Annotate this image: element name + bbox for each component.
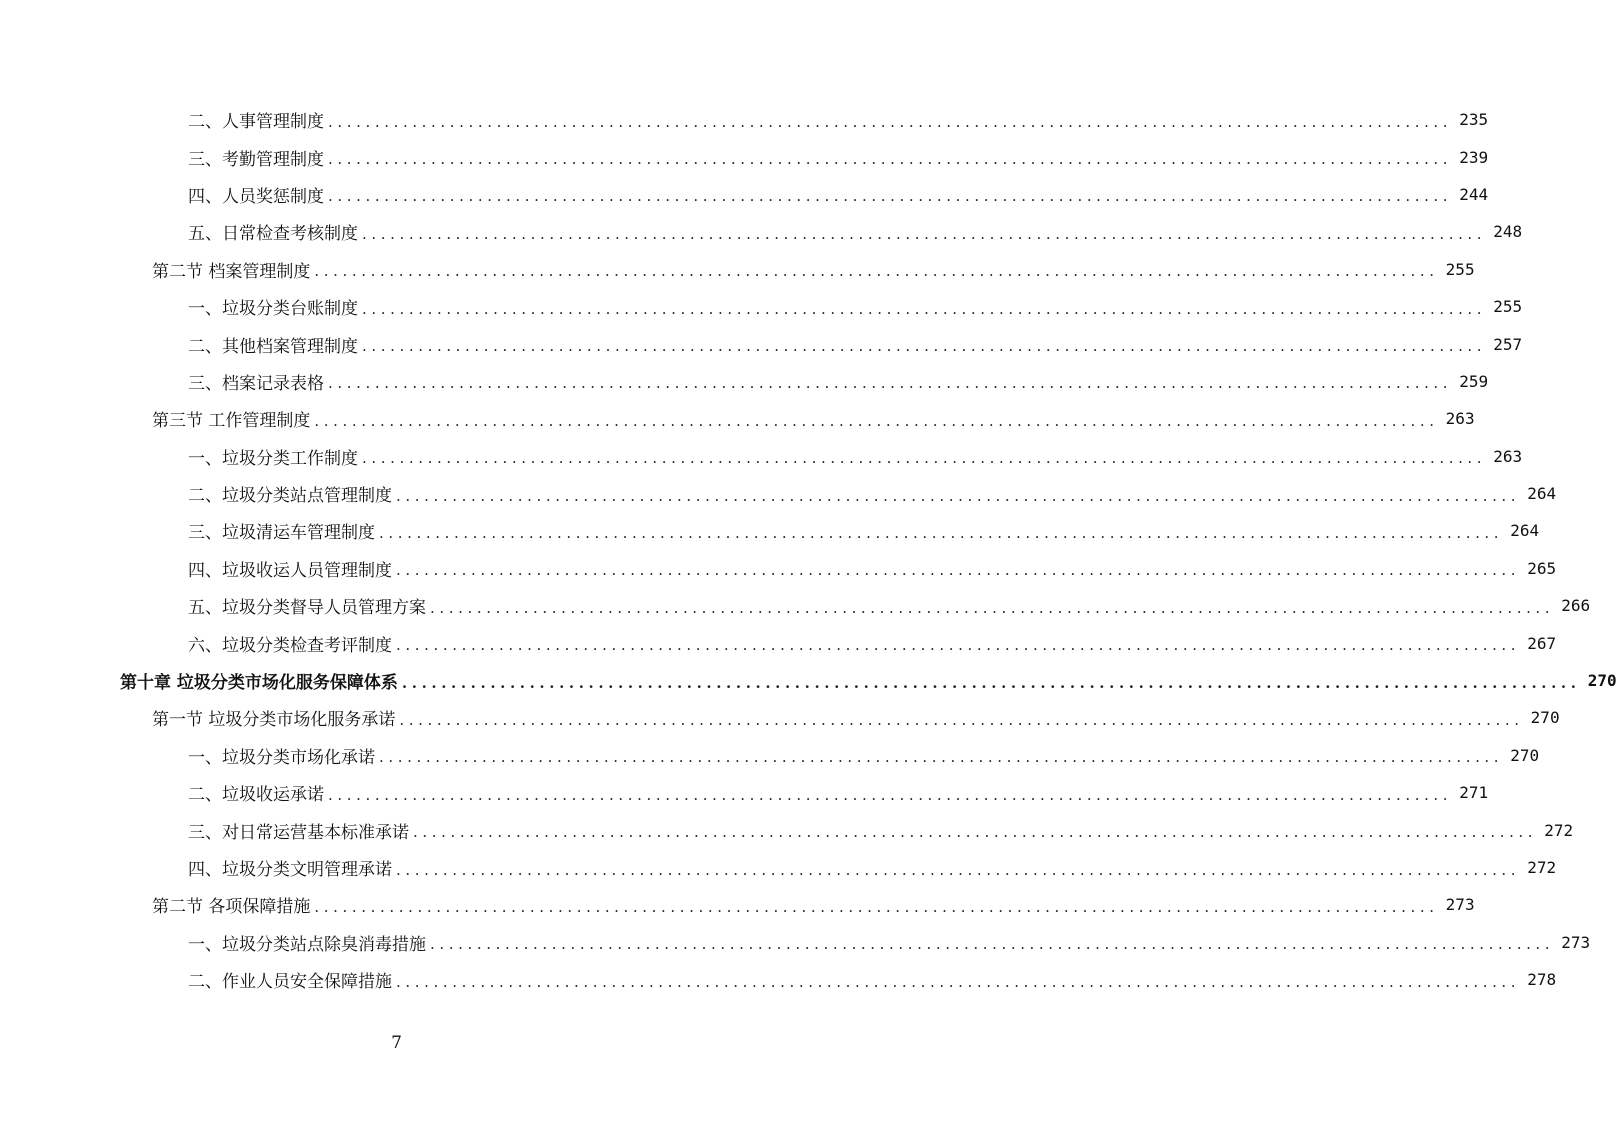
toc-entry-section[interactable] (0, 400, 1475, 437)
toc-entry-page: 263 (1493, 446, 1523, 466)
toc-entry-title: 第十章 垃圾分类市场化服务保障体系 (120, 668, 402, 693)
toc-entry-title: 六、垃圾分类检查考评制度 (188, 631, 396, 656)
toc-entry-page: 235 (1459, 110, 1489, 130)
toc-entry-title: 三、考勤管理制度 (188, 145, 328, 170)
toc-entry-item[interactable] (0, 737, 1540, 774)
toc-entry-item[interactable] (0, 811, 1574, 848)
toc-entry-page: 255 (1493, 297, 1523, 317)
dot-leader: ........................................................................................................................ (362, 299, 1487, 318)
toc-entry-page: 255 (1445, 259, 1475, 279)
toc-entry-page: 272 (1527, 858, 1557, 877)
toc-entry-item[interactable] (0, 438, 1523, 475)
toc-entry-page: 257 (1493, 334, 1523, 354)
toc-entry-title: 第二节 各项保障措施 (152, 892, 314, 917)
toc-entry-page: 265 (1527, 558, 1557, 578)
dot-leader: ........................................................................................................................ (314, 411, 1439, 430)
dot-leader: ........................................................................................................................ (328, 112, 1453, 131)
toc-entry-page: 264 (1527, 484, 1557, 504)
toc-entry-title: 二、人事管理制度 (188, 107, 328, 132)
dot-leader: ........................................................................................................................ (396, 860, 1521, 879)
toc-entry-page: 239 (1459, 147, 1489, 167)
toc-entry-section[interactable] (0, 886, 1475, 923)
toc-entry-page: 266 (1561, 596, 1591, 616)
toc-entry-page: 270 (1587, 671, 1617, 691)
toc-entry-page: 273 (1561, 932, 1591, 952)
toc-entry-item[interactable] (0, 961, 1557, 998)
toc-entry-item[interactable] (0, 849, 1557, 886)
dot-leader: ........................................................................................................................ (314, 897, 1439, 916)
toc-entry-item[interactable] (0, 138, 1489, 175)
toc-entry-item[interactable] (0, 101, 1489, 138)
toc-entry-title: 二、垃圾收运承诺 (188, 780, 328, 805)
dot-leader: ........................................................................................................................ (396, 486, 1521, 505)
toc-entry-page: 273 (1445, 895, 1475, 915)
dot-leader: ........................................................................................................................ (379, 523, 1504, 542)
dot-leader: ........................................................................................................................ (399, 710, 1524, 729)
dot-leader: ........................................................................................................................ (430, 935, 1555, 954)
toc-entry-title: 一、垃圾分类市场化承诺 (188, 743, 379, 768)
toc-entry-page: 248 (1493, 222, 1523, 242)
toc-entry-page: 278 (1527, 970, 1557, 990)
toc-entry-title: 第一节 垃圾分类市场化服务承诺 (152, 705, 399, 730)
toc-entry-title: 三、垃圾清运车管理制度 (188, 518, 379, 543)
dot-leader: ........................................................................................................................ (362, 224, 1487, 243)
toc-entry-section[interactable] (0, 699, 1560, 736)
toc-entry-page: 259 (1459, 371, 1489, 391)
toc-entry-item[interactable] (0, 774, 1489, 811)
dot-leader: ........................................................................................................................ (328, 785, 1453, 804)
dot-leader: ........................................................................................................................ (401, 673, 1581, 692)
toc-entry-item[interactable] (0, 288, 1523, 325)
toc-entry-page: 244 (1459, 184, 1489, 204)
toc-entry-item[interactable] (0, 512, 1540, 549)
dot-leader: ........................................................................................................................ (396, 972, 1521, 991)
toc-entry-item[interactable] (0, 363, 1489, 400)
toc-entry-title: 三、对日常运营基本标准承诺 (188, 818, 413, 843)
toc-entry-title: 一、垃圾分类台账制度 (188, 294, 362, 319)
toc-entry-item[interactable] (0, 176, 1489, 213)
toc-entry-title: 四、人员奖惩制度 (188, 182, 328, 207)
toc-entry-page: 270 (1510, 745, 1540, 765)
toc-entry-title: 二、作业人员安全保障措施 (188, 967, 396, 992)
dot-leader: ........................................................................................................................ (328, 150, 1453, 169)
toc-entry-title: 五、垃圾分类督导人员管理方案 (188, 593, 430, 618)
dot-leader: ........................................................................................................................ (328, 187, 1453, 206)
toc-entry-title: 二、其他档案管理制度 (188, 332, 362, 357)
toc-entry-title: 四、垃圾收运人员管理制度 (188, 556, 396, 581)
dot-leader: ........................................................................................................................ (328, 374, 1453, 393)
page-number: 7 (391, 1033, 402, 1053)
toc-entry-title: 五、日常检查考核制度 (188, 219, 362, 244)
toc-entry-title: 一、垃圾分类站点除臭消毒措施 (188, 930, 430, 955)
toc-entry-title: 一、垃圾分类工作制度 (188, 444, 362, 469)
toc-entry-page: 267 (1527, 633, 1557, 653)
dot-leader: ........................................................................................................................ (430, 598, 1555, 617)
toc-entry-title: 二、垃圾分类站点管理制度 (188, 481, 396, 506)
dot-leader: ........................................................................................................................ (379, 748, 1504, 767)
toc-entry-item[interactable] (0, 325, 1523, 362)
toc-entry-item[interactable] (0, 475, 1557, 512)
toc-entry-title: 三、档案记录表格 (188, 369, 328, 394)
toc-entry-title: 第三节 工作管理制度 (152, 406, 314, 431)
toc-entry-page: 271 (1459, 783, 1489, 803)
dot-leader: ........................................................................................................................ (314, 262, 1439, 281)
dot-leader: ........................................................................................................................ (413, 823, 1538, 842)
dot-leader: ........................................................................................................................ (362, 449, 1487, 468)
toc-entry-section[interactable] (0, 251, 1475, 288)
toc-entry-item[interactable] (0, 550, 1557, 587)
dot-leader: ........................................................................................................................ (396, 636, 1521, 655)
dot-leader: ........................................................................................................................ (362, 337, 1487, 356)
toc-entry-item[interactable] (0, 924, 1591, 961)
toc-entry-page: 264 (1510, 521, 1540, 541)
toc-entry-page: 270 (1530, 708, 1560, 728)
toc-entry-page: 263 (1445, 409, 1475, 429)
toc-entry-item[interactable] (0, 624, 1557, 661)
toc-entry-title: 四、垃圾分类文明管理承诺 (188, 855, 396, 880)
toc-entry-item[interactable] (0, 587, 1591, 624)
toc-entry-item[interactable] (0, 213, 1523, 250)
dot-leader: ........................................................................................................................ (396, 561, 1521, 580)
table-of-contents (0, 101, 1617, 998)
toc-entry-chapter[interactable] (0, 662, 1617, 699)
toc-entry-page: 272 (1544, 820, 1574, 840)
toc-entry-title: 第二节 档案管理制度 (152, 257, 314, 282)
